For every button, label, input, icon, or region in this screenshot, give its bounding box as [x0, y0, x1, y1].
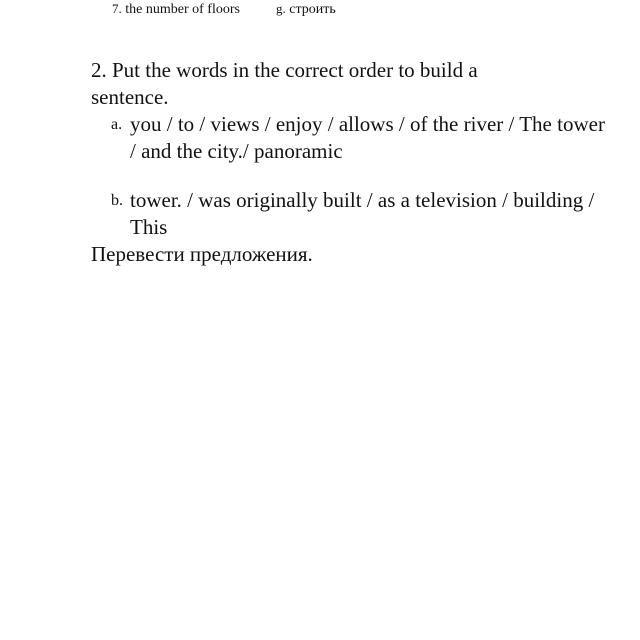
- task-heading: 2. Put the words in the correct order to build a sentence.: [91, 58, 478, 109]
- item-text-a: you / to / views / enjoy / allows / of the river / The tower / and the city./ panoramic: [130, 112, 605, 163]
- item-text-b: tower. / was originally built / as a television / building / This: [130, 188, 595, 239]
- task-item-b: [111, 187, 611, 241]
- vocab-right-pair: [276, 2, 336, 17]
- translate-instruction: Перевести предложения.: [91, 242, 313, 266]
- vocab-left-pair: [112, 1, 276, 18]
- vocab-left-text: the number of floors: [125, 2, 240, 17]
- task-item-a: [111, 111, 611, 165]
- vocab-right-text: строить: [289, 2, 336, 17]
- item-marker-a: a.: [111, 116, 123, 133]
- vocab-left-number: 7.: [112, 1, 122, 16]
- vocab-right-letter: g.: [276, 1, 286, 16]
- vocab-row: [112, 1, 336, 18]
- item-marker-b: b.: [111, 192, 123, 209]
